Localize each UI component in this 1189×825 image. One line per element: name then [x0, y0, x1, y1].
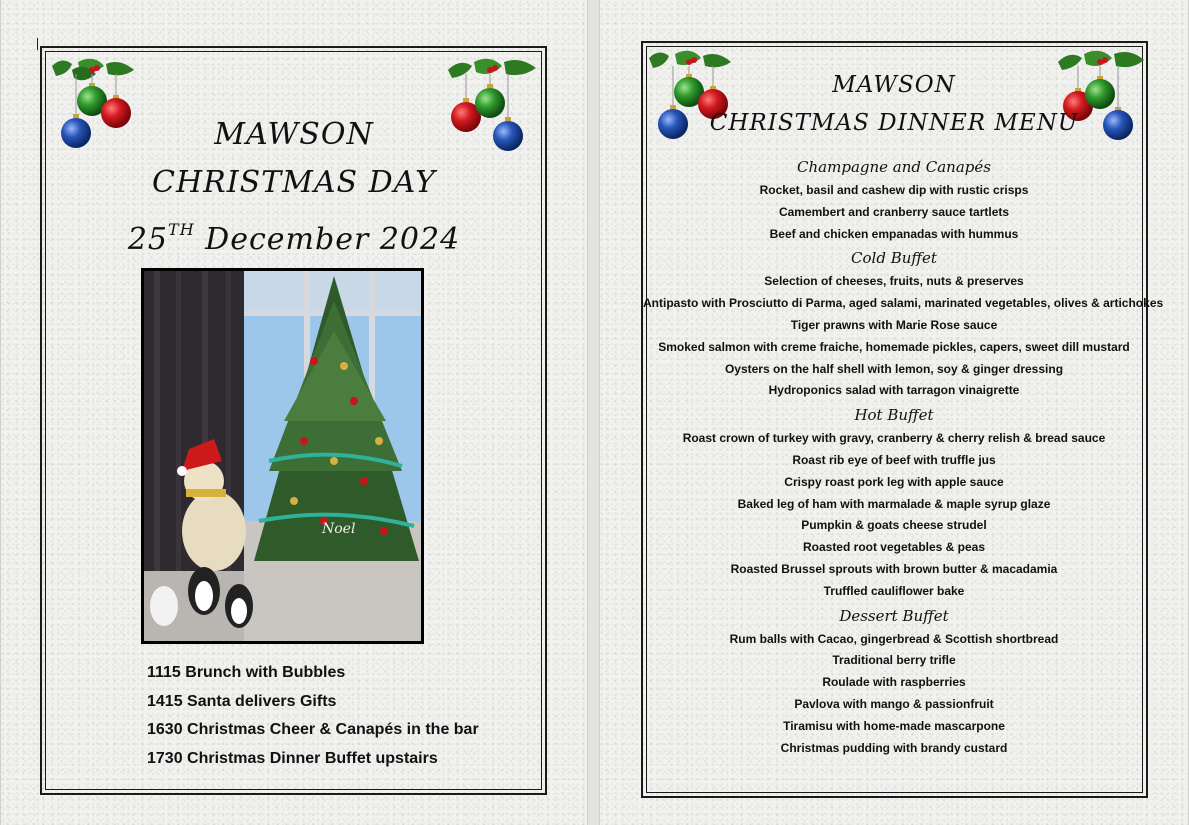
text-cursor: [37, 38, 38, 50]
menu-item: Rocket, basil and cashew dip with rustic crisps: [759, 183, 1029, 197]
menu-item: Selection of cheeses, fruits, nuts & preserves: [764, 274, 1024, 289]
menu-item: Rum balls with Cacao, gingerbread & Scottish shortbread: [729, 631, 1059, 646]
page-gutter: [588, 0, 599, 825]
menu-item: Truffled cauliflower bake: [823, 583, 965, 598]
menu-item: Traditional berry trifle: [832, 653, 956, 668]
menu-section-heading: Cold Buffet: [851, 249, 937, 268]
menu-item: Hydroponics salad with tarragon vinaigrette: [768, 383, 1020, 398]
menu-item: Roulade with raspberries: [822, 675, 966, 690]
menu-item: Beef and chicken empanadas with hummus: [769, 226, 1019, 241]
menu-item: Roasted root vegetables & peas: [802, 540, 986, 555]
schedule-item: 1415 Santa delivers Gifts: [147, 692, 337, 710]
menu-section-heading: Dessert Buffet: [839, 606, 949, 625]
page-title-line2: CHRISTMAS DAY: [152, 165, 436, 200]
schedule-item: 1630 Christmas Cheer & Canapés in the bar: [147, 721, 479, 739]
date-month-year: December 2024: [194, 222, 461, 257]
christmas-tree-photo: [141, 268, 424, 644]
dinner-menu: [643, 154, 1164, 759]
menu-item: Roasted Brussel sprouts with brown butter & macadamia: [730, 561, 1058, 576]
menu-item: Pavlova with mango & passionfruit: [794, 696, 994, 711]
date-day: 25: [127, 222, 169, 257]
menu-section-heading: Hot Buffet: [854, 406, 934, 425]
event-schedule: [147, 660, 537, 775]
menu-item: Smoked salmon with creme fraiche, homemade pickles, capers, sweet dill mustard: [658, 339, 1130, 354]
menu-section-heading: Champagne and Canapés: [797, 158, 991, 176]
photo-sign-text: Noel: [322, 521, 356, 537]
menu-item: Roast rib eye of beef with truffle jus: [792, 452, 996, 467]
menu-item: Pumpkin & goats cheese strudel: [801, 518, 987, 533]
menu-item: Crispy roast pork leg with apple sauce: [784, 474, 1004, 489]
menu-item: Baked leg of ham with marmalade & maple syrup glaze: [737, 496, 1051, 511]
menu-item: Oysters on the half shell with lemon, soy & ginger dressing: [724, 361, 1064, 376]
menu-title-line1: MAWSON: [832, 72, 956, 98]
menu-item: Tiramisu with home-made mascarpone: [783, 718, 1005, 733]
menu-item: Tiger prawns with Marie Rose sauce: [790, 317, 998, 332]
page-title-line1: MAWSON: [214, 117, 374, 152]
schedule-item: 1730 Christmas Dinner Buffet upstairs: [147, 750, 438, 768]
schedule-item: 1115 Brunch with Bubbles: [147, 664, 346, 681]
date-ordinal: TH: [168, 220, 195, 239]
menu-item: Roast crown of turkey with gravy, cranberry & cherry relish & bread sauce: [682, 431, 1106, 446]
menu-item: Camembert and cranberry sauce tartlets: [778, 204, 1010, 219]
menu-item: Antipasto with Prosciutto di Parma, aged salami, marinated vegetables, olives & artichokes: [643, 296, 1164, 311]
event-date: [42, 220, 546, 257]
menu-item: Christmas pudding with brandy custard: [780, 740, 1008, 755]
menu-title-line2: CHRISTMAS DINNER MENU: [709, 110, 1079, 136]
